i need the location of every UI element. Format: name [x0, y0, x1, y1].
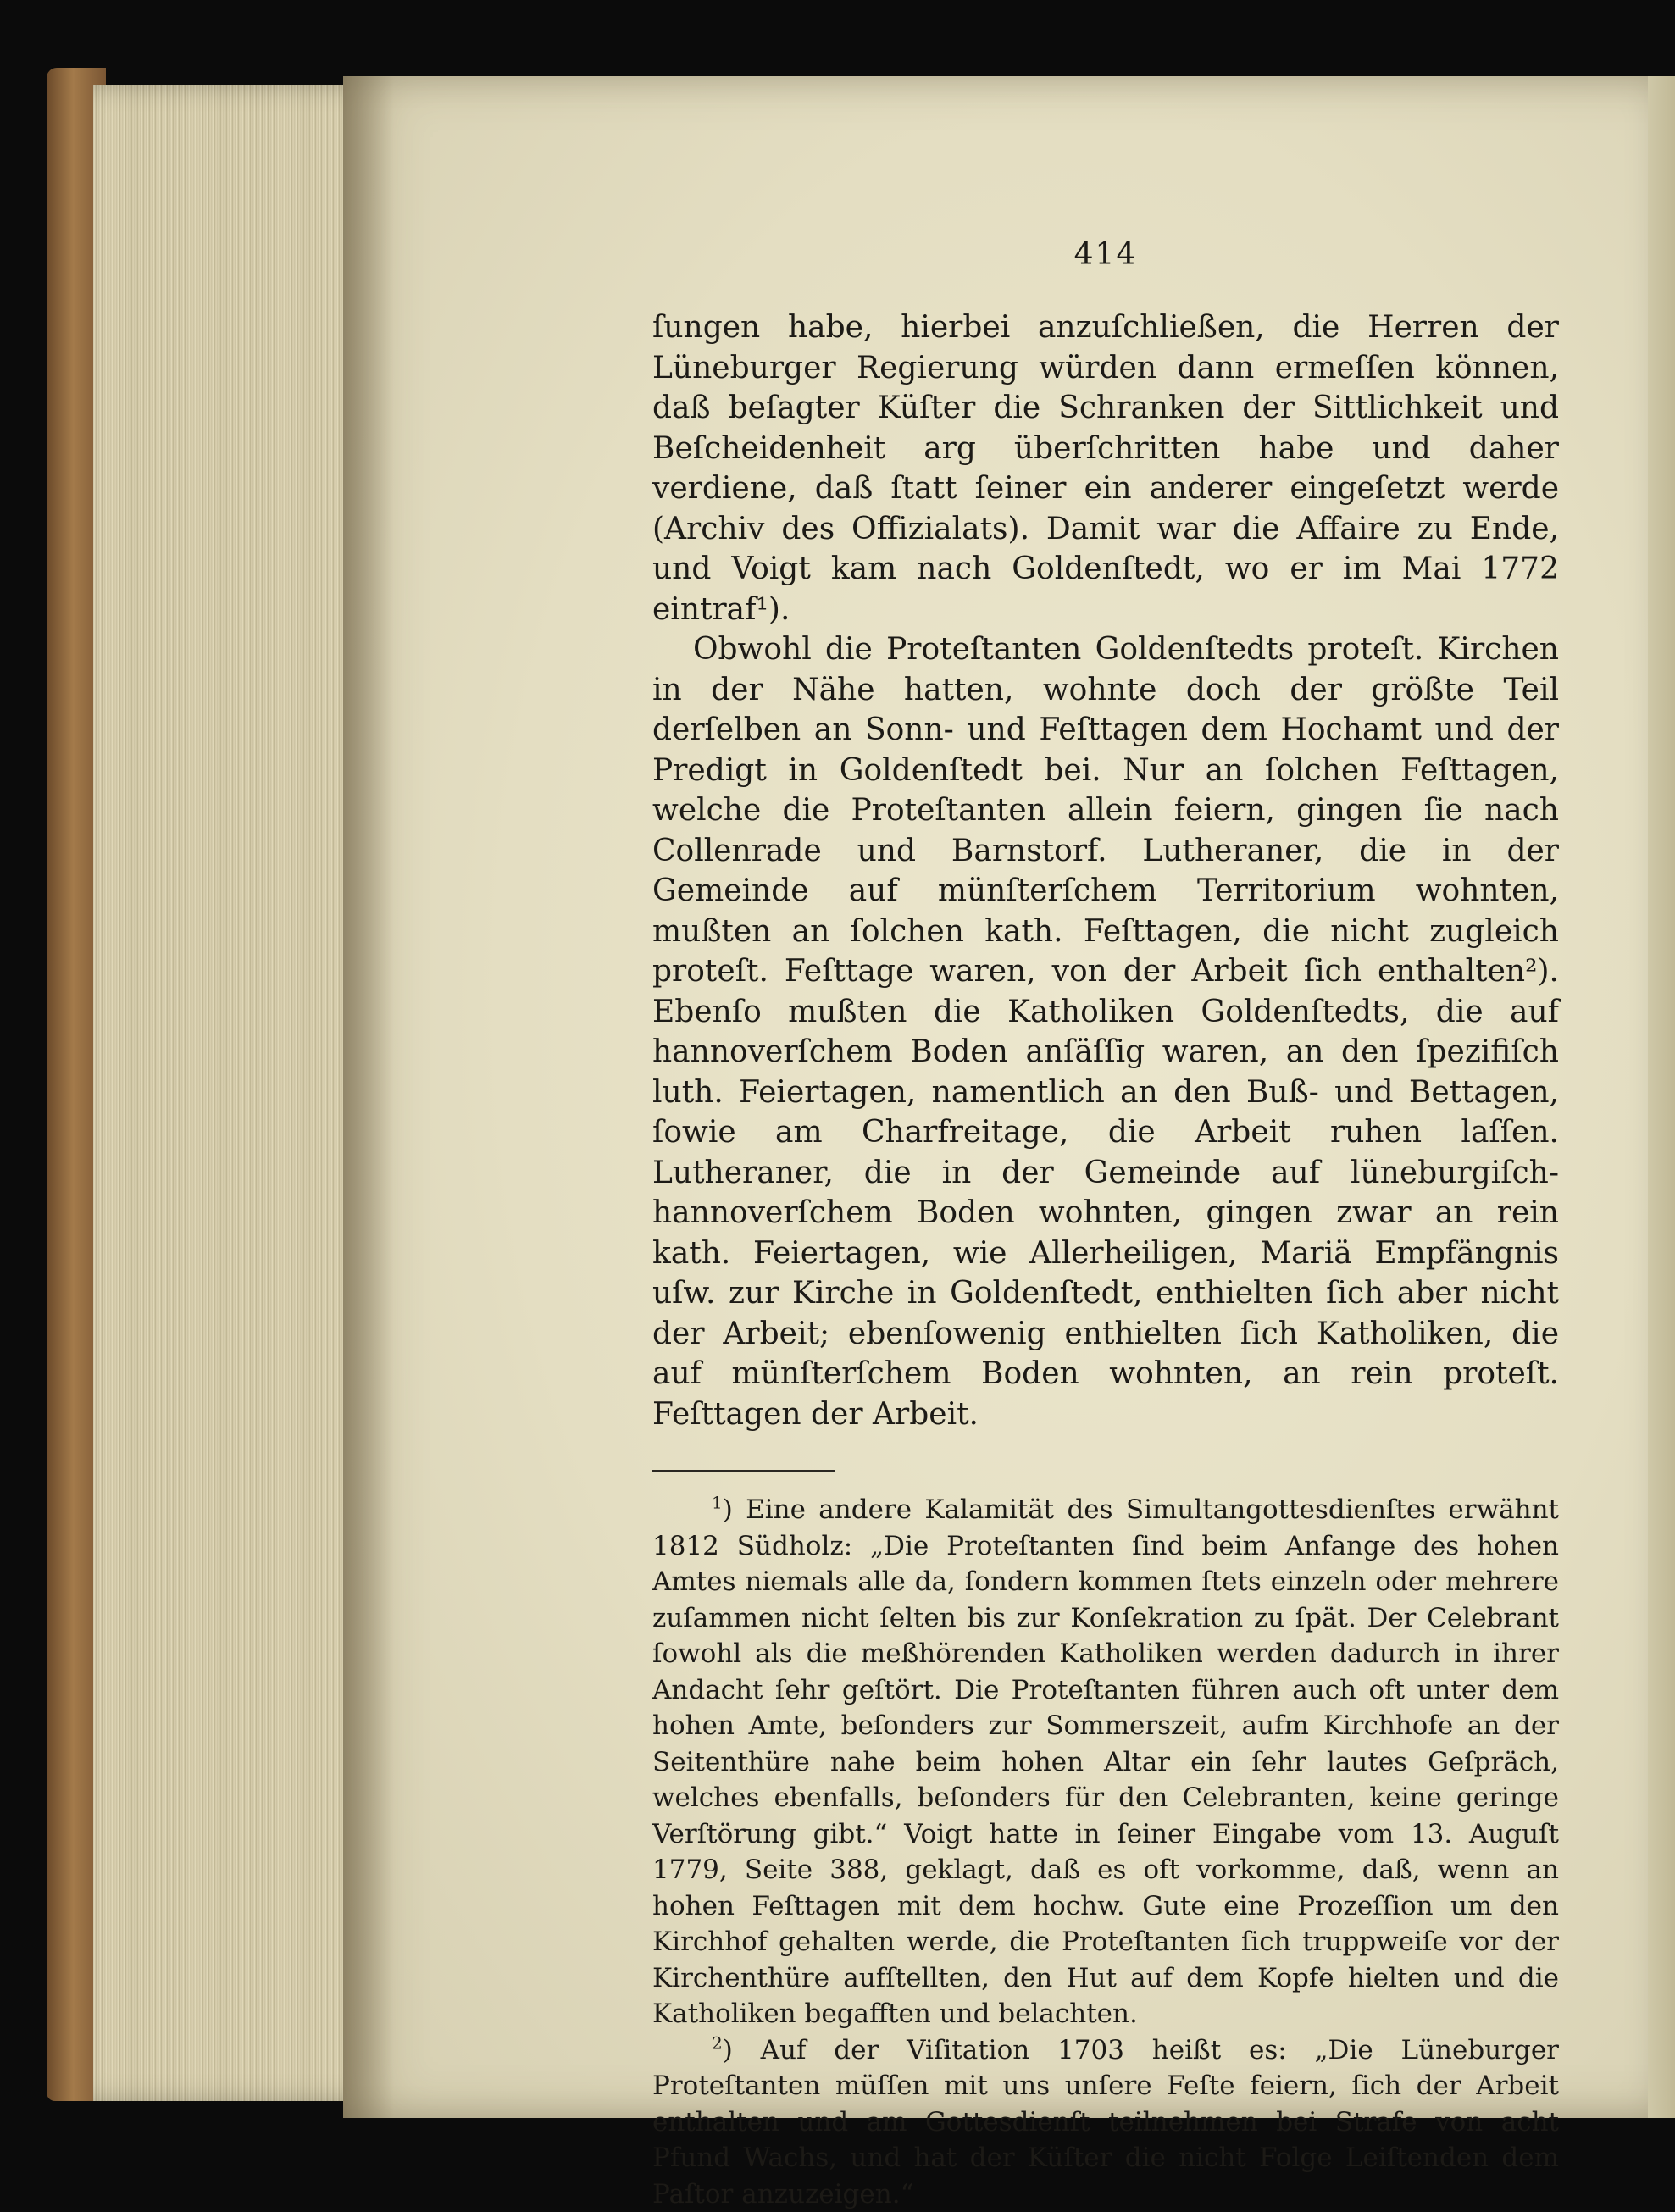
page-text — [652, 237, 1559, 2212]
body-paragraph-2: Obwohl die Proteſtanten Goldenſtedts proteſt. Kirchen in der Nähe hatten, wohnte doch der größte Teil derſelben an Sonn- und Feſttagen dem Hochamt und der Predigt in Goldenſtedt bei. Nur an ſolchen Feſttagen, welche die Proteſtanten allein feiern, gingen ſie nach Collenrade und Barnstorf. Lutheraner, die in der Gemeinde auf münſterſchem Territorium wohnten, mußten an ſolchen kath. Feſttagen, die nicht zugleich proteſt. Feſttage waren, von der Arbeit ſich enthalten²). Ebenſo mußten die Katholiken Goldenſtedts, die auf hannoverſchem Boden anſäſſig waren, an den ſpezifiſch luth. Feiertagen, namentlich an den Buß- und Bettagen, ſowie am Charfreitage, die Arbeit ruhen laſſen. Lutheraner, die in der Gemeinde auf lüneburgiſch-hannoverſchem Boden wohnten, gingen zwar an rein kath. Feiertagen, wie Allerheiligen, Mariä Empfängnis uſw. zur Kirche in Goldenſtedt, enthielten ſich aber nicht der Arbeit; ebenſowenig enthielten ſich Katholiken, die auf münſterſchem Boden wohnten, an rein proteſt. Feſttagen der Arbeit. — [652, 629, 1559, 1434]
footnote-2-mark: 2 — [712, 2032, 723, 2053]
next-page-edge — [1648, 76, 1675, 2118]
page-number: 414 — [652, 237, 1559, 272]
body-paragraph-1: ſungen habe, hierbei anzuſchließen, die Herren der Lüneburger Regierung würden dann ermeſſen können, daß beſagter Küſter die Schranken der Sittlichkeit und Beſcheidenheit arg überſchritten habe und daher verdiene, daß ſtatt ſeiner ein anderer eingeſetzt werde (Archiv des Offizialats). Damit war die Affaire zu Ende, und Voigt kam nach Goldenſtedt, wo er im Mai 1772 eintraf¹). — [652, 308, 1559, 629]
footnote-1-text: ) Eine andere Kalamität des Simultangottesdienſtes erwähnt 1812 Südholz: „Die Proteſtanten ſind beim Anfange des hohen Amtes niemals alle da, ſondern kommen ſtets einzeln oder mehrere zuſammen nicht ſelten bis zur Konſekration zu ſpät. Der Celebrant ſowohl als die meßhörenden Katholiken werden dadurch in ihrer Andacht ſehr geſtört. Die Proteſtanten führen auch oft unter dem hohen Amte, beſonders zur Sommerszeit, aufm Kirchhofe an der Seitenthüre nahe beim hohen Altar ein ſehr lautes Geſpräch, welches ebenfalls, beſonders für den Celebranten, keine geringe Verſtörung gibt.“ Voigt hatte in ſeiner Eingabe vom 13. Auguſt 1779, Seite 388, geklagt, daß es oft vorkomme, daß, wenn an hohen Feſttagen mit dem hochw. Gute eine Prozeſſion um den Kirchhof gehalten werde, die Proteſtanten ſich truppweiſe vor der Kirchenthüre aufſtellten, den Hut auf dem Kopfe hielten und die Katholiken begafften und belachten. — [652, 1494, 1559, 2029]
footnote-2-text: ) Auf der Viſitation 1703 heißt es: „Die Lüneburger Proteſtanten müſſen mit uns unſere Feſte feiern, ſich der Arbeit enthalten und am Gottesdienſt teilnehmen bei Strafe von acht Pfund Wachs, und hat der Küſter die nicht Folge Leiſtenden dem Paſtor anzuzeigen.“ — [652, 2035, 1559, 2209]
footnote-divider — [652, 1470, 835, 1472]
footnote-1-mark: 1 — [712, 1493, 723, 1513]
gutter-shadow — [343, 76, 394, 2118]
footnote-1 — [652, 1492, 1559, 2032]
footnote-2 — [652, 2032, 1559, 2212]
